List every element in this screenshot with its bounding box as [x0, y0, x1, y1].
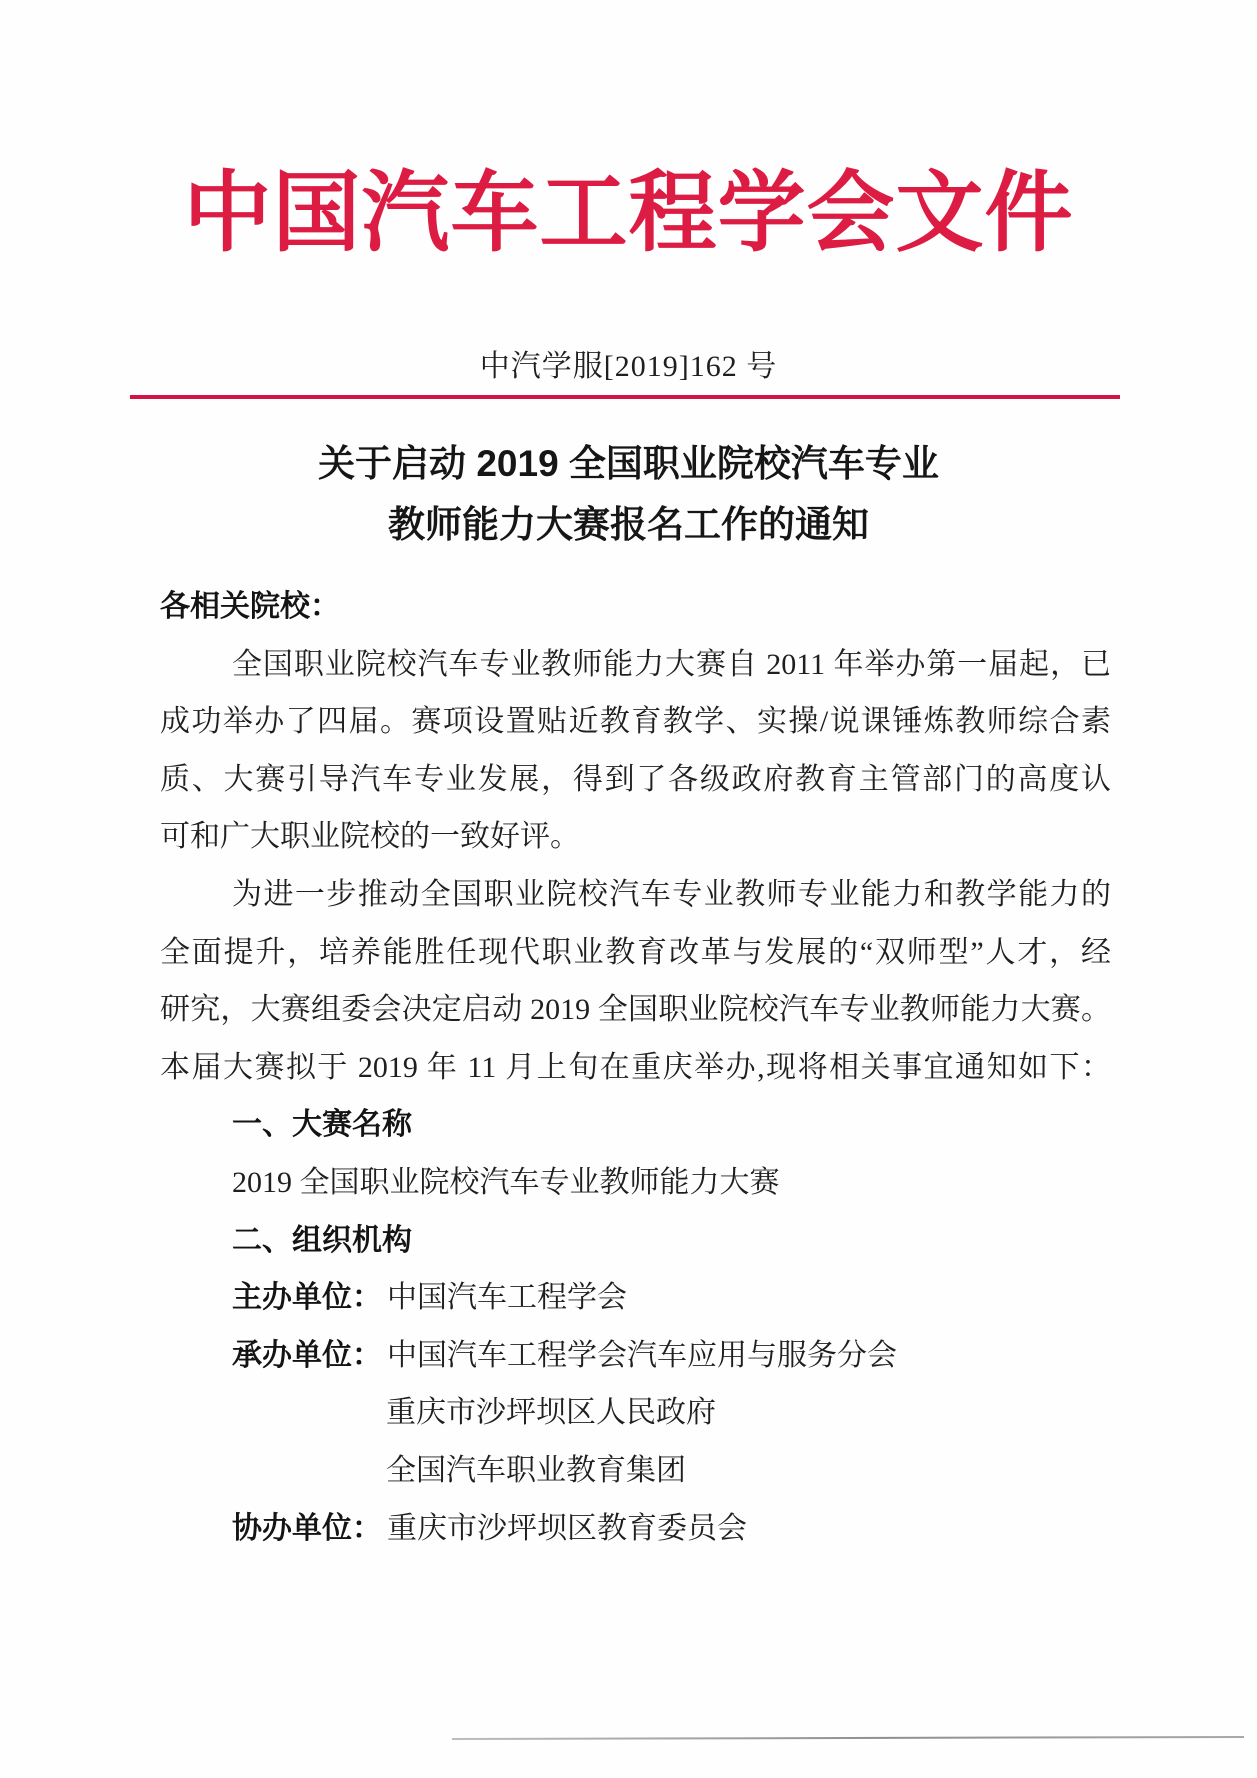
notice-title-line1: 关于启动 2019 全国职业院校汽车专业: [318, 443, 939, 484]
notice-title: [0, 433, 1257, 555]
line-text: 本届大赛拟于 2019 年 11 月上旬在重庆举办,现将相关事宜通知如下：: [160, 1050, 1111, 1084]
letterhead-rule: [130, 395, 1120, 399]
line-text: 中国汽车工程学会汽车应用与服务分会: [387, 1338, 897, 1372]
body-line: [160, 693, 1111, 751]
line-text: 全国职业院校汽车专业教师能力大赛自 2011 年举办第一届起，已: [232, 647, 1111, 681]
body-line: [160, 1384, 1111, 1442]
line-text: 重庆市沙坪坝区教育委员会: [387, 1511, 747, 1545]
body-line: [160, 636, 1111, 694]
organizer-role-label: 协办单位：: [232, 1511, 382, 1545]
body-line: [160, 1154, 1111, 1212]
body-lines: [160, 578, 1111, 1557]
line-text: 全面提升，培养能胜任现代职业教育改革与发展的“双师型”人才，经: [160, 935, 1111, 969]
line-text: 一、大赛名称: [232, 1108, 412, 1142]
organizer-line: [160, 1327, 1111, 1385]
body-line: [160, 866, 1111, 924]
line-text: 中国汽车工程学会: [387, 1281, 627, 1315]
line-text: 重庆市沙坪坝区人民政府: [386, 1396, 716, 1430]
organizer-role-label: 承办单位：: [232, 1338, 382, 1372]
body-line: [160, 1039, 1111, 1097]
line-text: 二、组织机构: [232, 1223, 412, 1257]
section-heading: [160, 578, 1111, 636]
line-text: 可和广大职业院校的一致好评。: [160, 820, 580, 854]
section-heading: [160, 1212, 1111, 1270]
scan-artifact-line: [452, 1736, 1244, 1740]
body-line: [160, 1442, 1111, 1500]
line-text: 2019 全国职业院校汽车专业教师能力大赛: [232, 1165, 780, 1199]
organizer-role-label: 主办单位：: [232, 1281, 382, 1315]
notice-title-line2: 教师能力大赛报名工作的通知: [388, 504, 869, 545]
body-line: [160, 808, 1111, 866]
line-text: 质、大赛引导汽车专业发展，得到了各级政府教育主管部门的高度认: [160, 762, 1111, 796]
body-line: [160, 924, 1111, 982]
organizer-line: [160, 1269, 1111, 1327]
doc-number: 中汽学服[2019]162 号: [479, 350, 778, 383]
section-heading: [160, 1096, 1111, 1154]
letterhead-title: 中国汽车工程学会文件: [183, 166, 1074, 263]
line-text: 成功举办了四届。赛项设置贴近教育教学、实操/说课锤炼教师综合素: [160, 705, 1111, 739]
line-text: 全国汽车职业教育集团: [386, 1453, 686, 1487]
line-text: 为进一步推动全国职业院校汽车专业教师专业能力和教学能力的: [232, 877, 1111, 911]
line-text: 各相关院校：: [160, 590, 340, 623]
body-line: [160, 751, 1111, 809]
line-text: 研究，大赛组委会决定启动 2019 全国职业院校汽车专业教师能力大赛。: [160, 993, 1111, 1027]
organizer-line: [160, 1500, 1111, 1558]
body-line: [160, 981, 1111, 1039]
